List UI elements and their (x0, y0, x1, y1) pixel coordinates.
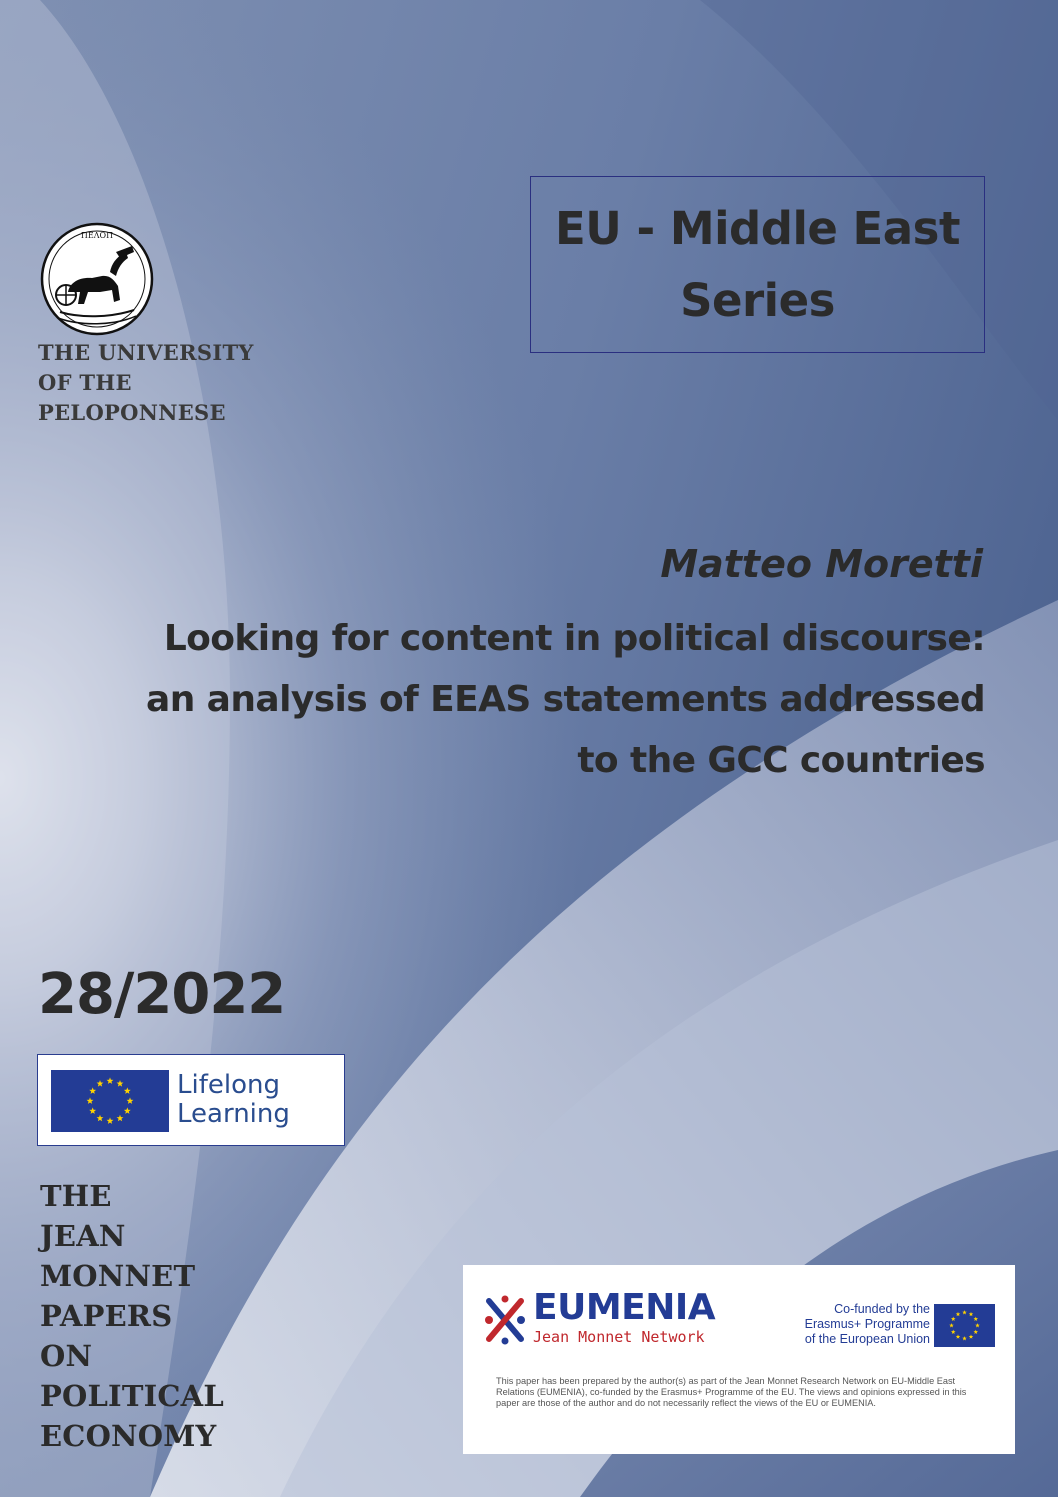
series-name-line-3: MONNET (40, 1259, 196, 1293)
paper-number: 28/2022 (38, 962, 286, 1027)
lifelong-learning-logo (37, 1054, 345, 1146)
eu-star-icon (89, 1107, 96, 1114)
eu-star-icon (97, 1115, 104, 1122)
cofunded-line-2: Erasmus+ Programme (804, 1317, 930, 1331)
eu-star-icon (97, 1080, 104, 1087)
eumenia-box (463, 1265, 1015, 1454)
cofunded-line-1: Co-funded by the (834, 1302, 930, 1316)
series-name-line-4: PAPERS (40, 1299, 173, 1333)
eu-star-icon (956, 1334, 961, 1338)
paper-title-line-3: to the GCC countries (577, 740, 985, 781)
lifelong-learning-line-2: Learning (177, 1099, 290, 1129)
eu-star-icon (951, 1330, 956, 1334)
eu-star-icon (89, 1087, 96, 1094)
cofunded-line-3: of the European Union (804, 1332, 930, 1346)
eumenia-logo-icon (483, 1295, 527, 1345)
eu-star-icon (973, 1317, 978, 1321)
series-title-line-1: EU - Middle East (555, 201, 960, 255)
eu-star-icon (975, 1323, 980, 1327)
disclaimer-text: This paper has been prepared by the author(s) as part of the Jean Monnet Research Network on EU-Middle East Relations (EUMENIA), co-funded by the Erasmus+ Programme of the EU. The views and opinions expressed in this paper are those of the author and do not necessarily reflect the views of the EU or EUMENIA. (496, 1376, 967, 1408)
eumenia-subtitle: Jean Monnet Network (533, 1328, 705, 1346)
eu-star-icon (127, 1097, 134, 1104)
eu-star-icon (107, 1117, 114, 1124)
series-name-line-2: JEAN (40, 1219, 126, 1253)
series-name-line-7: ECONOMY (40, 1419, 217, 1453)
eu-star-icon (117, 1080, 124, 1087)
eu-star-icon (107, 1077, 114, 1084)
eu-star-icon (949, 1323, 954, 1327)
university-name-line-3: PELOPONNESE (38, 400, 226, 425)
eu-star-icon (973, 1330, 978, 1334)
eu-star-icon (956, 1312, 961, 1316)
eu-star-icon (969, 1312, 974, 1316)
university-name-line-1: THE UNIVERSITY (38, 340, 254, 365)
series-title-line-2: Series (680, 273, 835, 327)
eu-star-icon (87, 1097, 94, 1104)
eu-star-icon (962, 1310, 967, 1314)
lifelong-learning-line-1: Lifelong (177, 1070, 280, 1100)
eu-star-icon (962, 1336, 967, 1340)
university-name-line-2: OF THE (38, 370, 132, 395)
paper-title-line-1: Looking for content in political discourse: (163, 618, 985, 659)
eu-star-icon (969, 1334, 974, 1338)
eu-flag-small-icon (934, 1304, 995, 1347)
series-box (530, 176, 985, 353)
eu-star-icon (117, 1115, 124, 1122)
series-name-line-6: POLITICAL (40, 1379, 224, 1413)
svg-text:ΠΕΛΟΠ: ΠΕΛΟΠ (80, 231, 114, 240)
cofunded-text (805, 1302, 930, 1347)
series-name-line-5: ON (40, 1339, 93, 1373)
publication-series-name (40, 1176, 224, 1456)
eumenia-name: EUMENIA (533, 1287, 716, 1328)
university-seal-icon (40, 222, 154, 336)
eu-star-icon (951, 1317, 956, 1321)
author-name: Matteo Moretti (660, 542, 983, 586)
eu-flag-icon (51, 1070, 169, 1132)
series-name-line-1: THE (40, 1179, 112, 1213)
paper-title-line-2: an analysis of EEAS statements addressed (146, 679, 985, 720)
eu-star-icon (124, 1107, 131, 1114)
eu-star-icon (124, 1087, 131, 1094)
paper-title (146, 608, 985, 791)
